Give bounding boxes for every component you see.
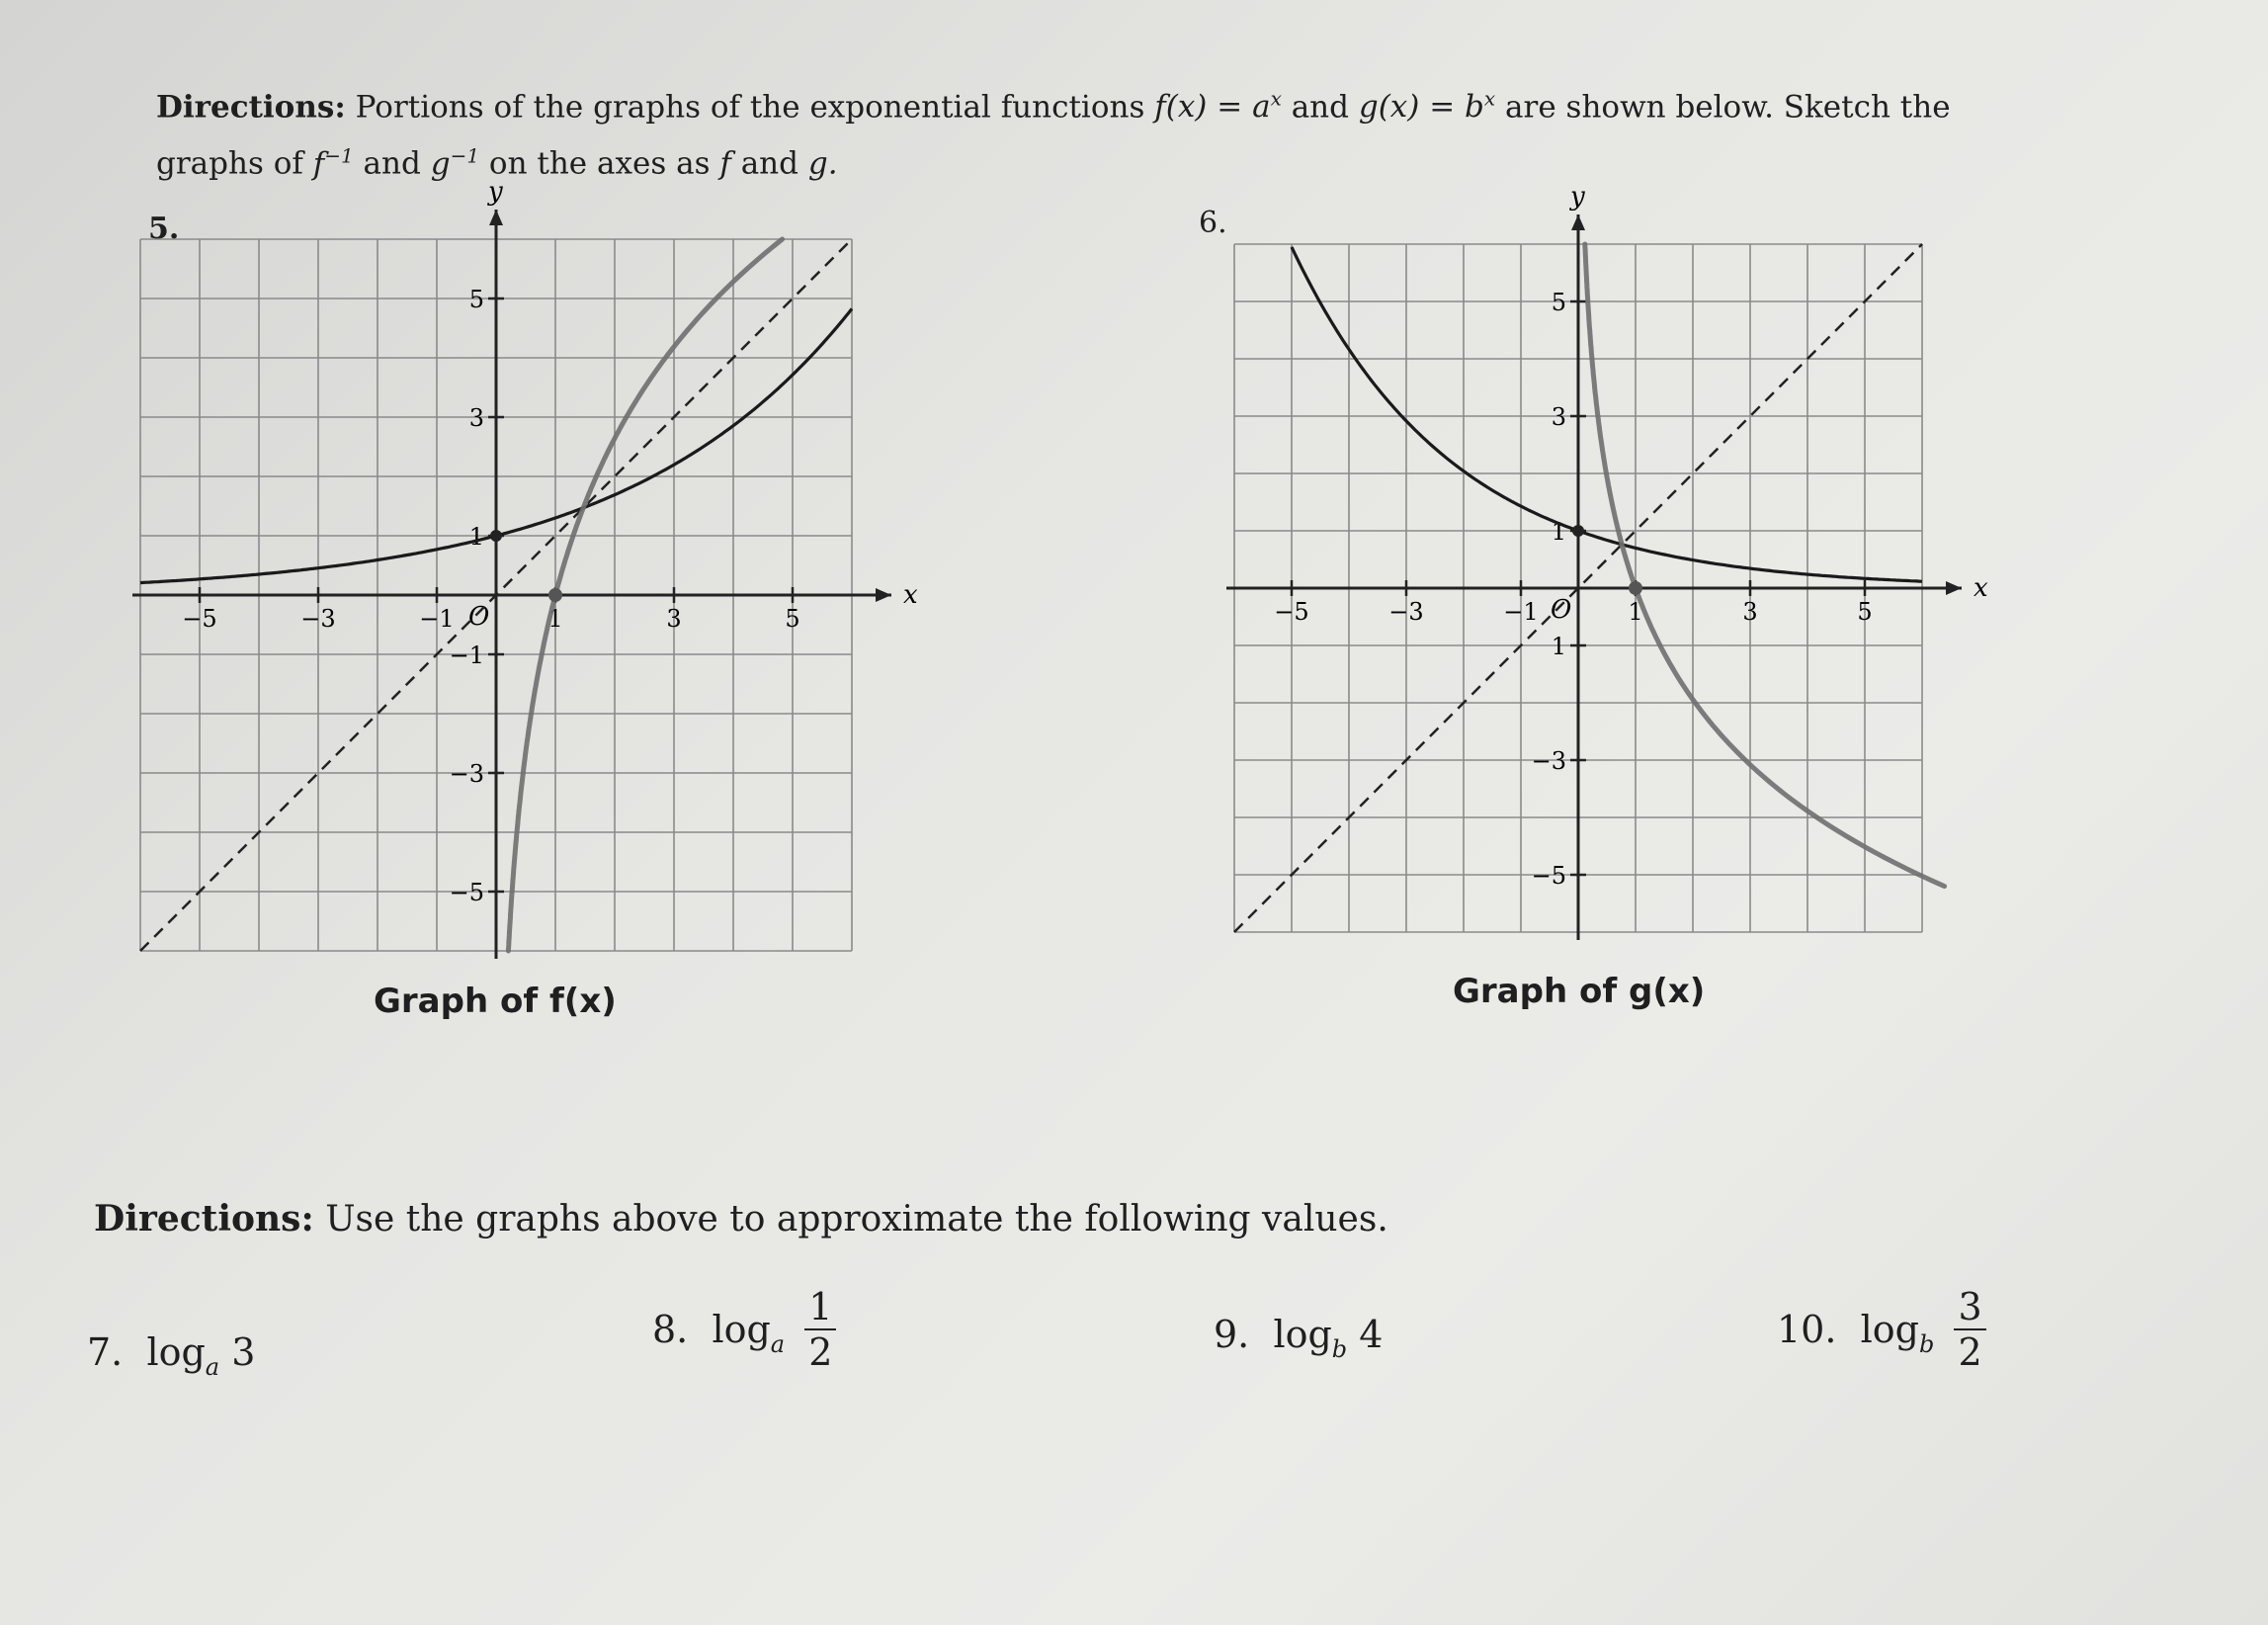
y-axis-letter: y [488, 177, 503, 207]
g-name: g. [807, 145, 838, 182]
directions-top [156, 75, 1951, 189]
y-tick-label: 1 [1551, 518, 1566, 546]
directions-bottom [94, 1198, 1388, 1240]
y-tick-label: −5 [1531, 862, 1566, 890]
directions-line2a: graphs of [156, 145, 303, 182]
x-tick-label: 3 [1742, 598, 1758, 626]
caption-f: Graph of f(x) [374, 982, 617, 1021]
and-word: and [1291, 89, 1349, 126]
inverse-point [548, 588, 562, 602]
directions-text-b: are shown below. Sketch the [1505, 89, 1951, 126]
x-arrow-icon [876, 588, 891, 602]
x-tick-label: −3 [300, 605, 336, 633]
y-tick-label: −3 [1531, 747, 1566, 775]
f-inverse: $f^{-1}$ [312, 143, 354, 182]
g-definition: $g(x) = b^x$ [1358, 87, 1496, 126]
y-tick-label: 5 [468, 286, 484, 313]
f-name: f [719, 145, 731, 182]
x-tick-label: 1 [547, 605, 563, 633]
y-arrow-icon [1571, 214, 1585, 230]
and-word-2: and [363, 145, 421, 182]
origin-label: O [1551, 595, 1572, 625]
caption-g: Graph of g(x) [1453, 972, 1706, 1011]
directions-label: Directions: [156, 89, 346, 126]
curve-point [490, 530, 502, 542]
curve-point [1572, 525, 1584, 537]
y-tick-label: −1 [449, 641, 484, 669]
question-7: 7. $\log_a 3$ [87, 1330, 256, 1381]
x-tick-label: −5 [182, 605, 217, 633]
x-arrow-icon [1946, 581, 1962, 595]
g-inverse: $g^{-1}$ [430, 143, 480, 182]
y-tick-label: 1 [468, 523, 484, 551]
directions2-text: Use the graphs above to approximate the following values. [325, 1199, 1388, 1240]
y-tick-label: 3 [1551, 403, 1566, 431]
problem-5-number: 5. [148, 212, 180, 246]
plot-f [138, 177, 918, 959]
directions-line2b: on the axes as [488, 145, 711, 182]
question-8: 8. $\log_a$ $\frac{1}{2}$ [652, 1285, 836, 1374]
plot-g [1216, 182, 2036, 954]
x-axis-letter: x [903, 580, 918, 610]
and-word-3: and [740, 145, 798, 182]
y-tick-label: −5 [449, 879, 484, 906]
y-axis-letter: y [1570, 182, 1585, 212]
x-tick-label: 3 [666, 605, 682, 633]
directions-text-a: Portions of the graphs of the exponential functions [355, 89, 1145, 126]
directions2-label: Directions: [94, 1198, 314, 1240]
x-tick-label: 5 [785, 605, 800, 633]
x-tick-label: −3 [1388, 598, 1424, 626]
origin-label: O [468, 602, 490, 632]
x-tick-label: 5 [1857, 598, 1873, 626]
inverse-point [1629, 581, 1642, 595]
question-10: 10. $\log_b$ $\frac{3}{2}$ [1777, 1285, 1986, 1374]
x-axis-letter: x [1974, 573, 1988, 603]
y-tick-label: −3 [449, 760, 484, 788]
f-definition: $f(x) = a^x$ [1154, 87, 1282, 126]
y-tick-label: 5 [1551, 289, 1566, 316]
y-tick-label: 1 [1551, 633, 1566, 660]
x-tick-label: −1 [1503, 598, 1539, 626]
x-tick-label: 1 [1628, 598, 1643, 626]
x-tick-label: −5 [1274, 598, 1309, 626]
question-9: 9. $\log_b 4$ [1214, 1313, 1384, 1363]
y-tick-label: 3 [468, 404, 484, 432]
y-arrow-icon [489, 210, 503, 225]
x-tick-label: −1 [419, 605, 455, 633]
sketched-inverse-curve [1585, 244, 1945, 887]
problem-6-number: 6. [1199, 206, 1227, 240]
